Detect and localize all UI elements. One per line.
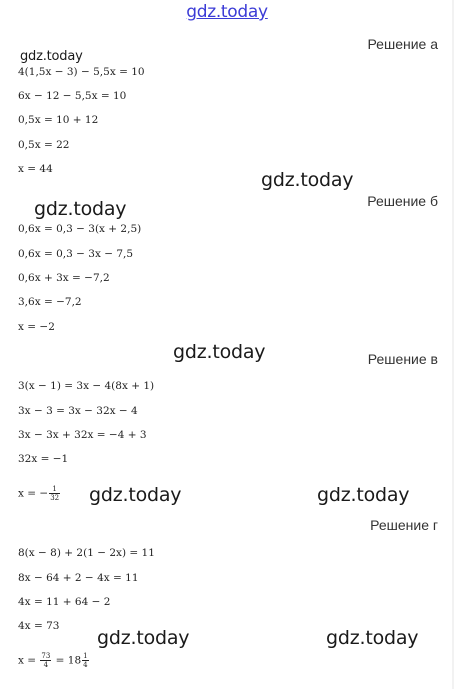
equation-line: 8x − 64 + 2 − 4x = 11 <box>18 572 139 584</box>
fraction-denominator: 4 <box>83 661 88 669</box>
watermark: gdz.today <box>89 484 182 506</box>
equation-line: 32x = −1 <box>18 453 69 465</box>
equation-line-final <box>18 652 90 669</box>
equation-line: 4(1,5x − 3) − 5,5x = 10 <box>18 66 145 78</box>
equation-line: 3(x − 1) = 3x − 4(8x + 1) <box>18 380 155 392</box>
equation-line: 3,6x = −7,2 <box>18 296 82 308</box>
equation-line: 0,6x = 0,3 − 3(x + 2,5) <box>18 223 142 235</box>
equation-line-final <box>18 485 61 502</box>
section-heading-v: Решение в <box>367 351 438 367</box>
final-mid: = 18 <box>52 654 82 667</box>
fraction-denominator: 4 <box>43 661 49 669</box>
watermark: gdz.today <box>97 627 190 649</box>
fraction-numerator: 1 <box>49 485 60 494</box>
fraction-numerator: 73 <box>41 652 51 660</box>
equation-line: x = 44 <box>18 163 53 175</box>
watermark: gdz.today <box>20 49 83 64</box>
equation-line: 0,5x = 22 <box>18 139 70 151</box>
equation-line: 8(x − 8) + 2(1 − 2x) = 11 <box>18 547 155 559</box>
section-heading-a: Решение а <box>367 36 438 52</box>
fraction-numerator: 1 <box>83 652 88 660</box>
equation-line: 4x = 11 + 64 − 2 <box>18 596 111 608</box>
final-prefix: x = <box>18 654 40 667</box>
final-prefix: x = − <box>18 487 49 500</box>
watermark: gdz.today <box>173 341 266 363</box>
equation-line: x = −2 <box>18 321 55 333</box>
equation-line: 3x − 3 = 3x − 32x − 4 <box>18 405 138 417</box>
watermark: gdz.today <box>34 198 127 220</box>
equation-line: 4x = 73 <box>18 620 60 632</box>
equation-line: 3x − 3x + 32x = −4 + 3 <box>18 429 147 441</box>
fraction <box>82 652 88 669</box>
equation-line: 0,6x = 0,3 − 3x − 7,5 <box>18 248 134 260</box>
watermark: gdz.today <box>261 169 354 191</box>
fraction-denominator: 32 <box>50 494 60 502</box>
equation-line: 0,5x = 10 + 12 <box>18 114 99 126</box>
equation-line: 0,6x + 3x = −7,2 <box>18 272 110 284</box>
equation-line: 6x − 12 − 5,5x = 10 <box>18 90 127 102</box>
site-header-link[interactable]: gdz.today <box>186 2 268 22</box>
fraction <box>49 485 60 502</box>
watermark: gdz.today <box>326 627 419 649</box>
watermark: gdz.today <box>317 484 410 506</box>
section-heading-g: Решение г <box>370 517 438 533</box>
fraction <box>40 652 51 669</box>
section-heading-b: Решение б <box>367 193 438 209</box>
